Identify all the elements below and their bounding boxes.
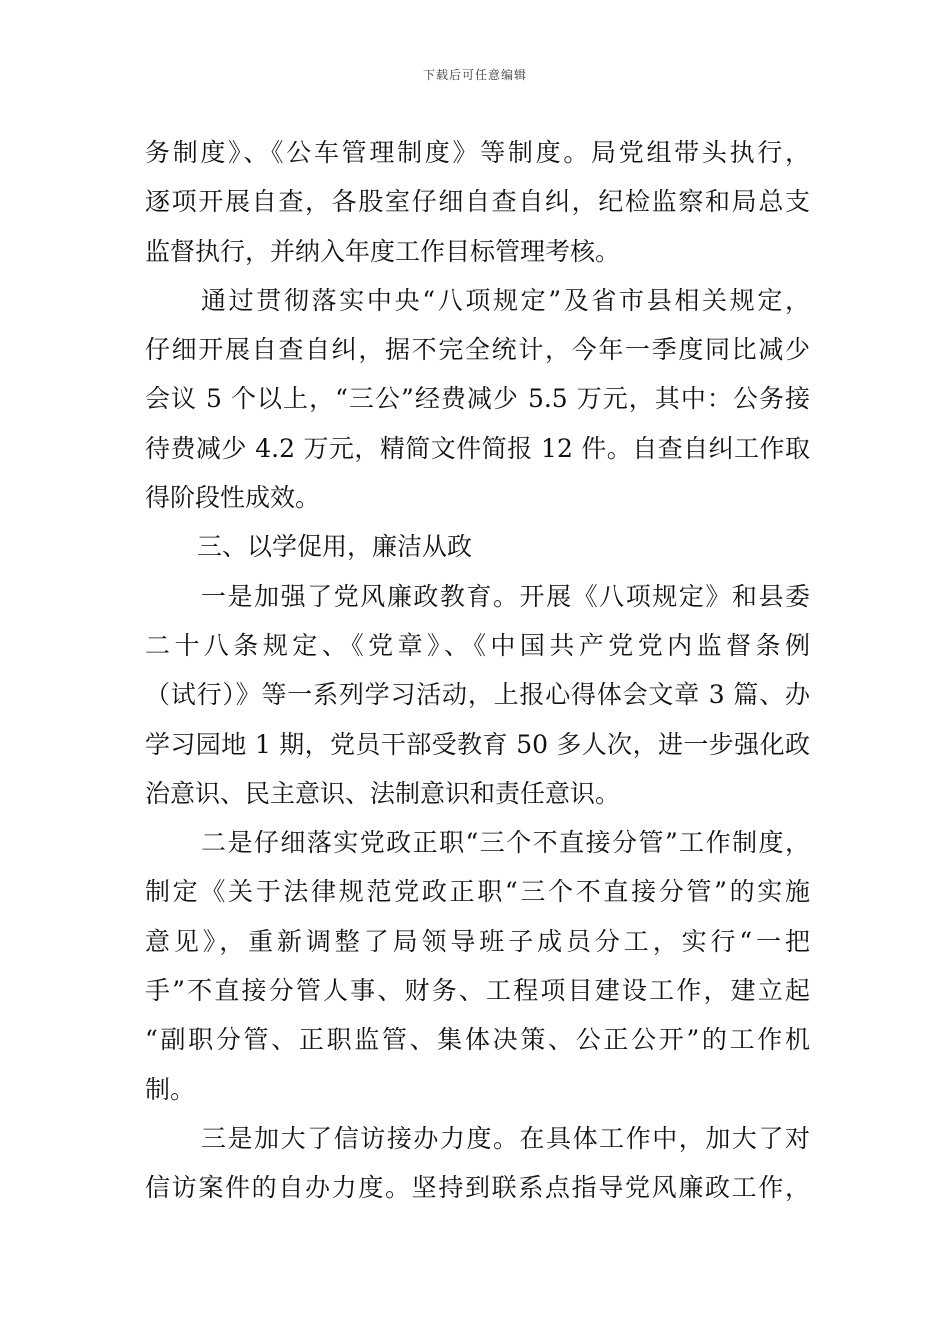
text-line: 二十八条规定、《党章》、《中国共产党党内监督条例 xyxy=(145,630,810,660)
document-body xyxy=(145,128,810,1213)
text-line: 务制度》、《公车管理制度》等制度。局党组带头执行， xyxy=(145,138,810,167)
text-line: 信访案件的自办力度。坚持到联系点指导党风廉政工作， xyxy=(145,1173,810,1203)
text-line: 待费减少 4.2 万元，精简文件简报 12 件。自查自纠工作取 xyxy=(145,433,810,463)
text-line: 三是加大了信访接办力度。在具体工作中，加大了对 xyxy=(201,1123,810,1153)
text-line: 得阶段性成效。 xyxy=(145,483,321,513)
text-line: 二是仔细落实党政正职“三个不直接分管”工作制度， xyxy=(201,828,810,858)
text-line: 一是加强了党风廉政教育。开展《八项规定》和县委 xyxy=(201,581,810,611)
text-line: 仔细开展自查自纠，据不完全统计，今年一季度同比减少 xyxy=(145,335,810,365)
text-line: 学习园地 1 期，党员干部受教育 50 多人次，进一步强化政 xyxy=(145,729,810,759)
text-line: 制定《关于法律规范党政正职“三个不直接分管”的实施 xyxy=(145,877,810,907)
text-line: 治意识、民主意识、法制意识和责任意识。 xyxy=(145,778,621,808)
text-line: 通过贯彻落实中央“八项规定”及省市县相关规定， xyxy=(201,285,810,315)
text-line: 三、以学促用，廉洁从政 xyxy=(197,532,473,562)
text-line: 手”不直接分管人事、财务、工程项目建设工作，建立起 xyxy=(145,976,810,1006)
text-line: 意见》，重新调整了局领导班子成员分工，实行“一把 xyxy=(145,926,810,956)
text-line: “副职分管、正职监管、集体决策、公正公开”的工作机 xyxy=(145,1025,810,1055)
text-line: （试行）》等一系列学习活动，上报心得体会文章 3 篇、办 xyxy=(145,680,810,710)
text-line: 制。 xyxy=(145,1074,196,1104)
page-header: 下载后可任意编辑 xyxy=(422,68,527,82)
text-line: 逐项开展自查，各股室仔细自查自纠，纪检监察和局总支 xyxy=(145,187,810,217)
text-line: 会议 5 个以上，“三公”经费减少 5.5 万元，其中：公务接 xyxy=(145,384,810,414)
text-line: 监督执行，并纳入年度工作目标管理考核。 xyxy=(145,236,621,266)
